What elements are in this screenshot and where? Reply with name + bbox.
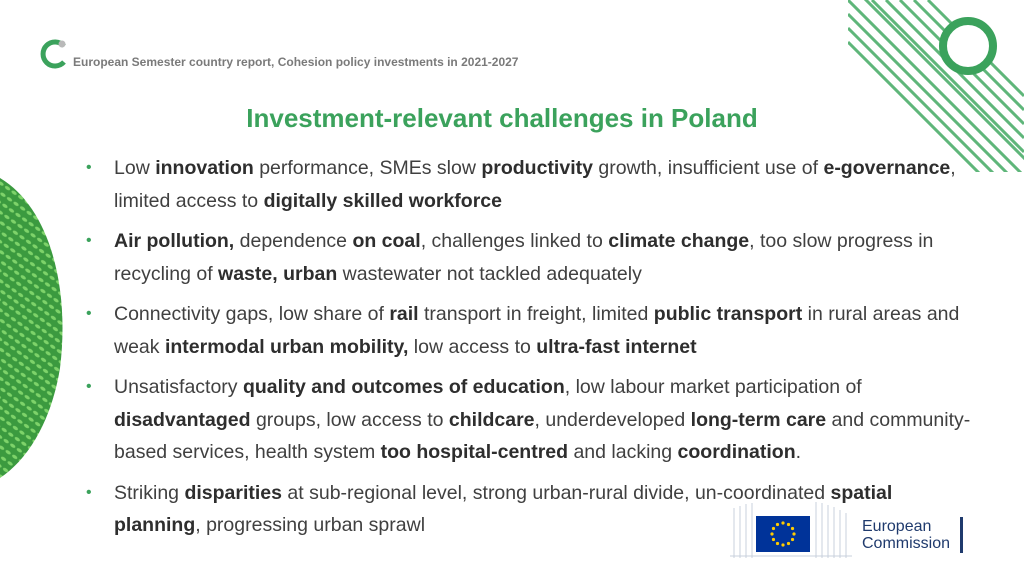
text: low access to: [408, 335, 537, 358]
bold-text: too hospital-centred: [380, 441, 569, 463]
text: Unsatisfactory: [114, 376, 243, 398]
bold-text: Air pollution,: [114, 230, 235, 252]
european-commission-logo: [730, 498, 970, 560]
text: , challenges linked to: [420, 230, 609, 252]
text: Striking: [114, 481, 185, 504]
bold-text: ultra-fast internet: [536, 335, 697, 358]
text: performance, SMEs slow: [253, 157, 482, 179]
bold-text: disparities: [184, 481, 282, 504]
bold-text: on coal: [352, 230, 421, 252]
eu-flag-icon: [756, 516, 810, 552]
bullet-marker: •: [86, 305, 92, 322]
bold-text: rail: [389, 303, 419, 325]
bold-text: e-governance: [823, 157, 951, 179]
bullet-marker: •: [86, 483, 92, 501]
text: .: [795, 441, 802, 463]
bold-text: long-term care: [690, 408, 827, 431]
knit-texture-decoration: [0, 178, 70, 478]
bullet-marker: •: [86, 159, 92, 176]
bold-text: childcare: [448, 408, 535, 431]
ec-line1: European: [862, 518, 932, 535]
bold-text: coordination: [677, 441, 796, 463]
bold-text: public transport: [653, 303, 803, 325]
text: dependence: [234, 230, 353, 252]
page-title: Investment-relevant challenges in Poland: [246, 103, 758, 133]
text: wastewater not tackled adequately: [337, 262, 642, 285]
bullet-item: [86, 152, 981, 217]
bold-text: quality and outcomes of education: [242, 376, 565, 398]
bullet-marker: •: [86, 232, 92, 249]
text: Connectivity gaps, low share of: [114, 303, 390, 325]
bold-text: intermodal urban mobility,: [164, 335, 409, 358]
bullet-item: [86, 298, 981, 363]
challenges-list: [86, 152, 981, 550]
text: , limited access to: [114, 157, 956, 212]
bullet-item: [86, 371, 981, 469]
bold-text: productivity: [481, 157, 593, 179]
text: , low labour market participation of: [564, 376, 862, 398]
bold-text: disadvantaged: [114, 408, 251, 431]
bullet-marker: •: [86, 378, 92, 395]
text: growth, insufficient use of: [592, 157, 824, 179]
text: and community-based services, health system: [114, 408, 971, 463]
ec-divider: [960, 517, 963, 553]
text: , underdeveloped: [534, 408, 691, 431]
green-ring-icon: [38, 38, 70, 70]
bullet-item: [86, 225, 981, 290]
bold-text: innovation: [155, 157, 254, 179]
ec-line2: Commission: [862, 535, 951, 552]
text: transport in freight, limited: [418, 303, 654, 325]
text: Low: [114, 157, 156, 179]
bold-text: spatial planning: [114, 481, 893, 536]
text: at sub-regional level, strong urban-rural divide, un-coordinated: [282, 481, 831, 504]
text: in rural areas and weak: [114, 303, 960, 358]
bold-text: climate change: [608, 230, 750, 252]
stripes-decoration: [848, 0, 1024, 172]
bold-text: digitally skilled workforce: [263, 189, 502, 212]
text: , progressing urban sprawl: [195, 514, 426, 536]
text: , too slow progress in recycling of: [114, 230, 934, 285]
header-caption: European Semester country report, Cohesion policy investments in 2021-2027: [73, 55, 519, 69]
text: and lacking: [568, 441, 678, 463]
text: groups, low access to: [250, 408, 449, 431]
ec-wordmark: [862, 518, 950, 552]
bold-text: waste, urban: [218, 262, 338, 285]
